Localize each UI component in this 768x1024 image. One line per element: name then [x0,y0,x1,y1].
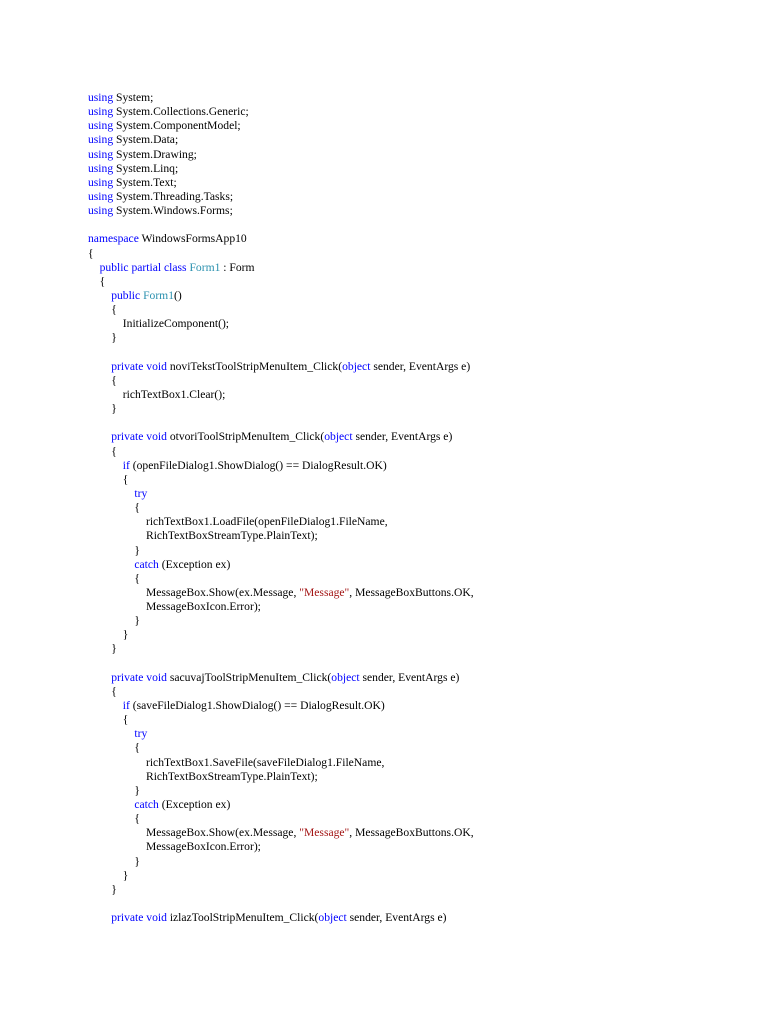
code-text: sacuvajToolStripMenuItem_Click( [166,670,332,684]
code-line [88,487,474,501]
code-text [88,671,111,684]
code-keyword: try [134,727,148,741]
code-listing [88,91,474,925]
code-text: } [88,882,117,896]
code-line [88,416,474,430]
code-text: MessageBoxIcon.Error); [88,600,261,614]
code-line [88,317,474,331]
code-text: , MessageBoxButtons.OK, [349,826,474,840]
code-text: } [88,543,140,557]
code-text: { [88,472,129,486]
code-string-literal: "Message" [299,826,350,840]
code-text: otvoriToolStripMenuItem_Click( [166,430,325,444]
code-text: : Form [220,260,255,274]
code-line [88,600,474,614]
code-keyword: object [342,359,371,373]
code-keyword: void [146,911,167,925]
code-type-name: Form1 [189,260,221,274]
code-line [88,247,474,261]
code-keyword: void [146,359,167,373]
code-text: } [88,402,117,416]
code-keyword: private [111,670,144,684]
code-keyword: using [88,105,114,119]
code-text [88,487,134,500]
code-line [88,374,474,388]
code-text [88,289,111,302]
code-line [88,671,474,685]
code-keyword: using [88,189,114,203]
code-line [88,911,474,925]
code-text: { [88,684,117,698]
code-text [88,699,123,712]
code-text: } [88,854,140,868]
code-keyword: if [122,699,130,713]
code-line [88,148,474,162]
code-line [88,685,474,699]
code-text: { [88,741,140,755]
code-line [88,402,474,416]
code-keyword: object [331,670,360,684]
code-text: } [88,868,129,882]
code-line [88,741,474,755]
code-text: { [88,501,140,515]
code-text: (Exception ex) [158,557,231,571]
code-text: (saveFileDialog1.ShowDialog() == DialogResult.OK) [129,699,385,713]
code-text: , MessageBoxButtons.OK, [349,585,474,599]
code-line [88,275,474,289]
code-line [88,346,474,360]
code-line [88,869,474,883]
code-text: System.Linq; [113,161,179,175]
code-line [88,515,474,529]
code-keyword: using [88,161,114,175]
code-keyword: private [111,359,144,373]
code-keyword: public [99,260,129,274]
code-keyword: namespace [88,232,139,246]
code-keyword: using [88,133,114,147]
code-keyword: object [318,911,347,925]
code-text: (Exception ex) [158,798,231,812]
code-text: System.Drawing; [113,147,197,161]
code-line [88,529,474,543]
code-text: { [88,713,129,727]
code-keyword: using [88,119,114,133]
code-text: MessageBox.Show(ex.Message, [88,585,300,599]
code-line [88,388,474,402]
code-keyword: public [111,288,141,302]
code-text: System.Threading.Tasks; [113,189,234,203]
code-line [88,331,474,345]
code-text: { [88,303,117,317]
code-line [88,572,474,586]
code-line [88,360,474,374]
code-text: } [88,783,140,797]
code-line [88,558,474,572]
code-line [88,657,474,671]
code-type-name: Form1 [143,288,174,302]
code-line [88,190,474,204]
code-text: sender, EventArgs e) [346,911,447,925]
code-line [88,218,474,232]
code-line [88,204,474,218]
code-text: { [88,571,140,585]
code-keyword: try [134,486,148,500]
code-keyword: using [88,204,114,218]
code-line [88,770,474,784]
code-keyword: void [146,670,167,684]
code-line [88,261,474,275]
code-line [88,289,474,303]
code-text: InitializeComponent(); [88,317,230,331]
code-line [88,586,474,600]
code-line [88,699,474,713]
code-text: System; [113,91,154,104]
code-line [88,473,474,487]
code-text: (openFileDialog1.ShowDialog() == DialogResult.OK) [129,458,387,472]
code-text [88,911,111,924]
code-keyword: using [88,175,114,189]
code-text: () [174,288,182,302]
code-keyword: catch [134,798,159,812]
code-line [88,897,474,911]
code-keyword: private [111,911,144,925]
code-line [88,430,474,444]
code-text: { [88,812,140,826]
code-text: System.Data; [113,133,179,147]
code-keyword: partial [131,260,162,274]
code-line [88,812,474,826]
code-text: MessageBoxIcon.Error); [88,840,261,854]
code-text: MessageBox.Show(ex.Message, [88,826,300,840]
code-keyword: using [88,91,114,104]
code-line [88,840,474,854]
code-line [88,133,474,147]
code-text: richTextBox1.LoadFile(openFileDialog1.FileName, [88,515,388,529]
code-line [88,162,474,176]
code-text [88,798,134,811]
code-text: sender, EventArgs e) [359,670,460,684]
code-line [88,176,474,190]
code-line [88,855,474,869]
code-line [88,727,474,741]
code-line [88,303,474,317]
code-text: { [88,274,106,288]
code-line [88,232,474,246]
code-line [88,756,474,770]
code-line [88,826,474,840]
code-line [88,544,474,558]
code-text: richTextBox1.Clear(); [88,387,226,401]
code-text: RichTextBoxStreamType.PlainText); [88,529,318,543]
code-line [88,784,474,798]
code-line [88,614,474,628]
code-keyword: class [164,260,187,274]
code-keyword: void [146,430,167,444]
code-text: { [88,373,117,387]
code-line [88,501,474,515]
code-line [88,628,474,642]
code-text: System.Text; [113,175,177,189]
code-text: System.Windows.Forms; [113,204,233,218]
code-line [88,713,474,727]
code-text: System.Collections.Generic; [113,105,249,119]
code-text: } [88,642,117,656]
code-text [88,459,123,472]
code-text: sender, EventArgs e) [370,359,471,373]
code-text: } [88,331,117,345]
code-keyword: object [324,430,353,444]
code-keyword: using [88,147,114,161]
code-line [88,798,474,812]
code-text: } [88,614,140,628]
code-line [88,119,474,133]
code-line [88,459,474,473]
code-text [88,261,100,274]
code-keyword: catch [134,557,159,571]
code-text: System.ComponentModel; [113,119,241,133]
code-keyword: if [122,458,130,472]
code-text: } [88,628,129,642]
code-text [88,558,134,571]
code-text: { [88,444,117,458]
code-text: richTextBox1.SaveFile(saveFileDialog1.FileName, [88,755,385,769]
code-text: { [88,246,94,260]
code-line [88,91,474,105]
code-line [88,445,474,459]
code-line [88,642,474,656]
code-keyword: private [111,430,144,444]
code-text: WindowsFormsApp10 [138,232,247,246]
code-text: noviTekstToolStripMenuItem_Click( [166,359,343,373]
code-text: RichTextBoxStreamType.PlainText); [88,769,318,783]
code-text [88,430,111,443]
code-text [88,727,134,740]
code-text: izlazToolStripMenuItem_Click( [166,911,319,925]
code-line [88,105,474,119]
code-text: sender, EventArgs e) [352,430,453,444]
code-string-literal: "Message" [299,585,350,599]
code-text [88,360,111,373]
code-line [88,883,474,897]
